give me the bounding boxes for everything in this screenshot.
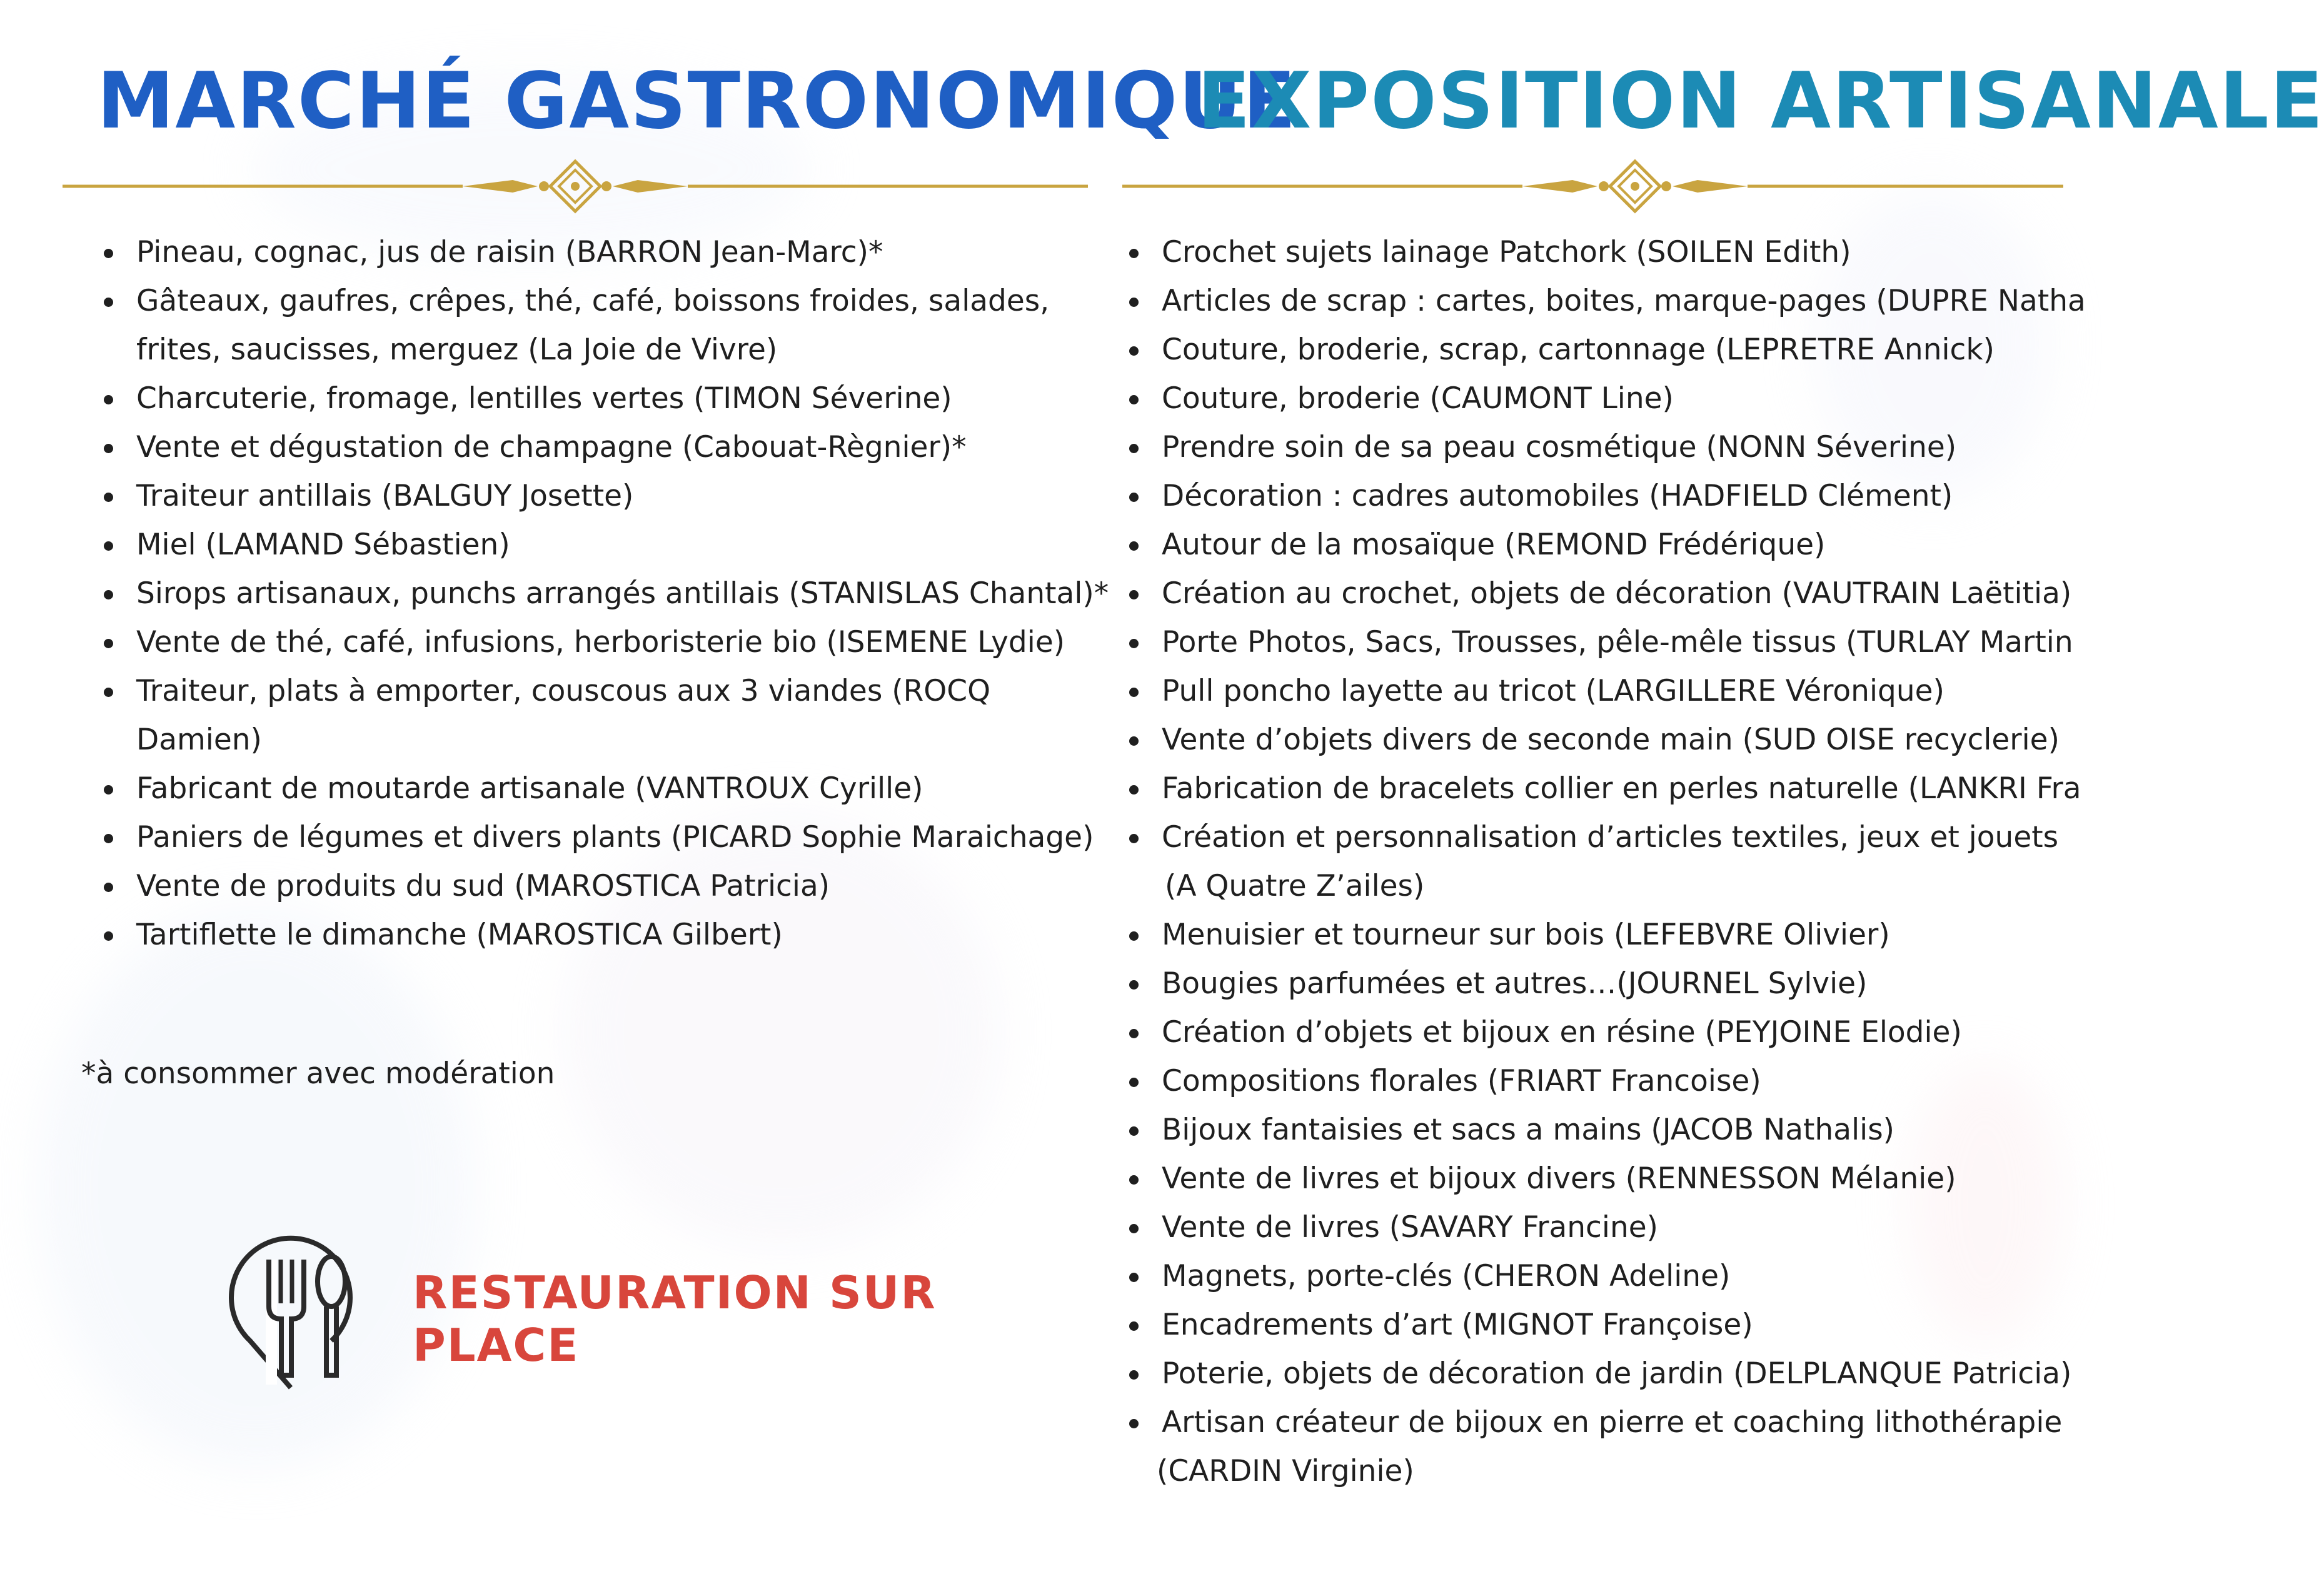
list-item: Bijoux fantaisies et sacs a mains (JACOB Nathalis) [1125, 1106, 2076, 1155]
list-item: Menuisier et tourneur sur bois (LEFEBVRE Olivier) [1125, 911, 2076, 960]
list-item: Miel (LAMAND Sébastien) [100, 521, 1113, 569]
list-item: Charcuterie, fromage, lentilles vertes (TIMON Séverine) [100, 374, 1113, 423]
list-item: Bougies parfumées et autres…(JOURNEL Sylvie) [1125, 960, 2076, 1008]
list-item: Crochet sujets lainage Patchork (SOILEN Edith) [1125, 228, 2076, 277]
moderation-footnote: *à consommer avec modération [81, 1056, 555, 1091]
list-item-continuation: (CARDIN Virginie) [1157, 1454, 1414, 1488]
list-item: Vente de thé, café, infusions, herboristerie bio (ISEMENE Lydie) [100, 618, 1113, 667]
list-item: Création d’objets et bijoux en résine (PEYJOINE Elodie) [1125, 1008, 2076, 1057]
gastronomy-list [100, 228, 1113, 960]
restauration-banner [225, 1247, 1088, 1391]
location-fork-spoon-icon [225, 1247, 356, 1391]
list-item: Création et personnalisation d’articles textiles, jeux et jouets [1125, 813, 2076, 862]
list-item: Décoration : cadres automobiles (HADFIELD Clément) [1125, 472, 2076, 521]
list-item-continuation: (A Quatre Z’ailes) [1165, 869, 1425, 903]
list-item: Couture, broderie (CAUMONT Line) [1125, 374, 2076, 423]
list-item: Poterie, objets de décoration de jardin (DELPLANQUE Patricia) [1125, 1350, 2076, 1398]
list-item: Magnets, porte-clés (CHERON Adeline) [1125, 1252, 2076, 1301]
list-item: Compositions florales (FRIART Francoise) [1125, 1057, 2076, 1106]
list-item: Paniers de légumes et divers plants (PICARD Sophie Maraichage) [100, 813, 1113, 862]
list-item: Sirops artisanaux, punchs arrangés antillais (STANISLAS Chantal)* [100, 569, 1113, 618]
list-item: Traiteur antillais (BALGUY Josette) [100, 472, 1113, 521]
list-item: Gâteaux, gaufres, crêpes, thé, café, boissons froides, salades, frites, saucisses, merguez (La Joie de Vivre) [100, 277, 1113, 374]
crafts-heading: EXPOSITION ARTISANALE [1197, 56, 2324, 146]
list-item: Vente de livres (SAVARY Francine) [1125, 1203, 2076, 1252]
list-item: Prendre soin de sa peau cosmétique (NONN Séverine) [1125, 423, 2076, 472]
list-item: Fabrication de bracelets collier en perles naturelle (LANKRI Fra [1125, 764, 2076, 813]
list-item: Couture, broderie, scrap, cartonnage (LEPRETRE Annick) [1125, 326, 2076, 374]
restauration-label: RESTAURATION SUR PLACE [413, 1266, 937, 1371]
list-item: Autour de la mosaïque (REMOND Frédérique) [1125, 521, 2076, 569]
list-item: Tartiflette le dimanche (MAROSTICA Gilbert) [100, 911, 1113, 960]
crafts-list [1125, 228, 2086, 1496]
list-item: Vente de produits du sud (MAROSTICA Patricia) [100, 862, 1113, 911]
list-item: Fabricant de moutarde artisanale (VANTROUX Cyrille) [100, 764, 1113, 813]
list-item: Articles de scrap : cartes, boites, marque-pages (DUPRE Natha [1125, 277, 2076, 326]
list-item: Porte Photos, Sacs, Trousses, pêle-mêle tissus (TURLAY Martin [1125, 618, 2076, 667]
gastronomy-heading: MARCHÉ GASTRONOMIQUE [97, 56, 1297, 146]
list-item: Encadrements d’art (MIGNOT Françoise) [1125, 1301, 2076, 1350]
ornament-divider [1122, 156, 2063, 213]
list-item: Vente de livres et bijoux divers (RENNESSON Mélanie) [1125, 1155, 2076, 1203]
ornament-divider [63, 156, 1088, 213]
list-item: Traiteur, plats à emporter, couscous aux 3 viandes (ROCQ Damien) [100, 667, 1113, 764]
list-item: Vente et dégustation de champagne (Cabouat-Règnier)* [100, 423, 1113, 472]
list-item: Création au crochet, objets de décoration (VAUTRAIN Laëtitia) [1125, 569, 2076, 618]
list-item: Vente d’objets divers de seconde main (SUD OISE recyclerie) [1125, 716, 2076, 764]
list-item: Artisan créateur de bijoux en pierre et coaching lithothérapie [1125, 1398, 2076, 1447]
list-item: Pull poncho layette au tricot (LARGILLERE Véronique) [1125, 667, 2076, 716]
list-item: Pineau, cognac, jus de raisin (BARRON Jean-Marc)* [100, 228, 1113, 277]
